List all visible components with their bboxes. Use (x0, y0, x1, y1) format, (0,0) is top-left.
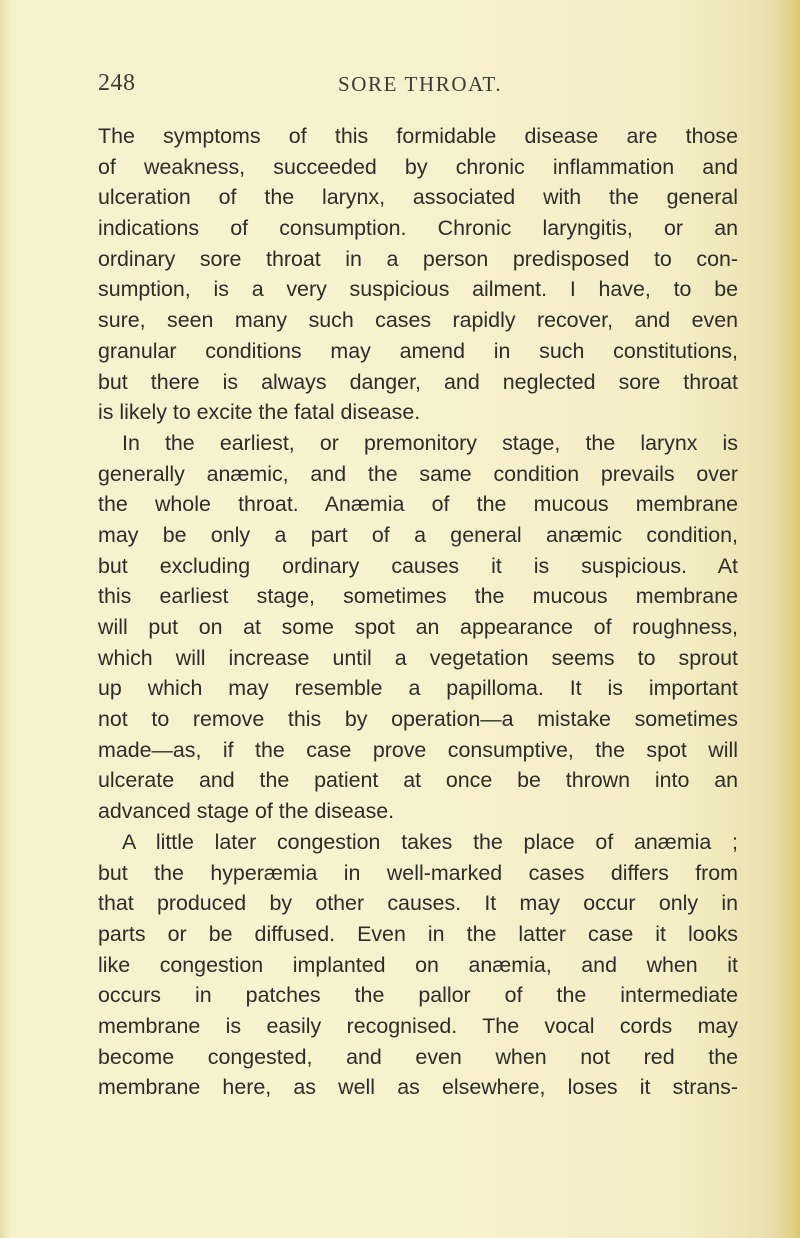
paragraph (98, 428, 738, 827)
text-line: membrane is easily recognised. The vocal cords may (98, 1013, 738, 1038)
text-line: occurs in patches the pallor of the intermediate (98, 983, 738, 1008)
body-text (98, 121, 738, 1103)
text-line: the whole throat. Anæmia of the mucous membrane (98, 492, 738, 517)
text-line: sumption, is a very suspicious ailment. I have, to be (98, 277, 738, 302)
text-line: ordinary sore throat in a person predisposed to con- (98, 246, 738, 271)
text-line: become congested, and even when not red the (98, 1044, 738, 1069)
text-line: The symptoms of this formidable disease are those (98, 124, 738, 148)
text-line: made—as, if the case prove consumptive, the spot will (98, 737, 738, 762)
text-line: up which may resemble a papilloma. It is important (98, 676, 738, 701)
text-line: advanced stage of the disease. (98, 799, 395, 824)
text-line: membrane here, as well as elsewhere, loses it strans- (98, 1075, 738, 1100)
text-line: of weakness, succeeded by chronic inflammation and (98, 154, 738, 179)
text-line: generally anæmic, and the same condition prevails over (98, 461, 738, 486)
text-line: granular conditions may amend in such constitutions, (98, 338, 738, 363)
text-line: In the earliest, or premonitory stage, the larynx is (122, 430, 738, 455)
text-line: may be only a part of a general anæmic condition, (98, 522, 738, 547)
paragraph (98, 121, 738, 428)
text-line: but excluding ordinary causes it is suspicious. At (98, 553, 738, 578)
page-left-edge-shading (0, 0, 10, 1238)
text-line: ulceration of the larynx, associated with the general (98, 185, 738, 210)
text-line: sure, seen many such cases rapidly recover, and even (98, 308, 738, 333)
text-line: which will increase until a vegetation seems to sprout (98, 645, 738, 670)
text-line: that produced by other causes. It may occur only in (98, 891, 738, 916)
page-right-edge-shading (778, 0, 800, 1238)
page-header (98, 70, 738, 110)
text-line: but the hyperæmia in well-marked cases differs from (98, 860, 738, 885)
text-line: is likely to excite the fatal disease. (98, 400, 421, 425)
text-line: ulcerate and the patient at once be thrown into an (98, 768, 738, 793)
text-line: but there is always danger, and neglected sore throat (98, 369, 738, 394)
running-title: SORE THROAT. (338, 72, 503, 96)
text-line: not to remove this by operation—a mistake sometimes (98, 707, 738, 732)
text-line: indications of consumption. Chronic laryngitis, or an (98, 216, 738, 241)
text-line: this earliest stage, sometimes the mucous membrane (98, 584, 738, 609)
text-line: like congestion implanted on anæmia, and when it (98, 952, 738, 977)
text-line: will put on at some spot an appearance of roughness, (98, 615, 738, 639)
page-number: 248 (98, 70, 136, 96)
paragraph (98, 827, 738, 1103)
text-line: A little later congestion takes the place of anæmia ; (122, 829, 738, 854)
text-line: parts or be diffused. Even in the latter case it looks (98, 921, 738, 946)
